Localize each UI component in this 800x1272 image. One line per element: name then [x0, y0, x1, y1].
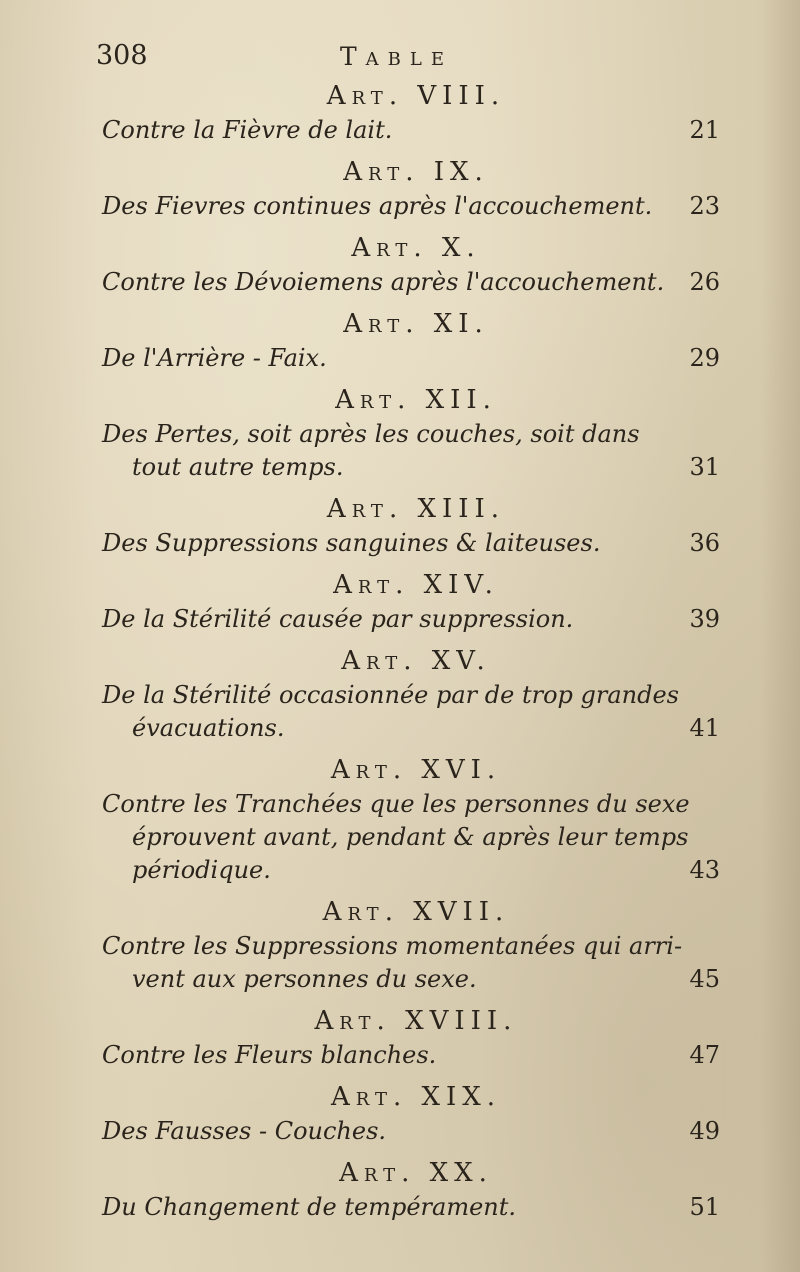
entry-spacer [102, 484, 720, 491]
table-of-contents [102, 78, 720, 1231]
article-heading: Art. XI. [343, 309, 489, 339]
entry-title-line: De la Stérilité occasionnée par de trop grandes [102, 681, 679, 709]
entry-page-number: 36 [689, 529, 720, 557]
entry-title-line: Contre les Suppressions momentanées qui arri- [102, 932, 683, 960]
entry-spacer [102, 147, 720, 154]
entry-title-line: Des Pertes, soit après les couches, soit dans [102, 420, 640, 448]
entry-title-line: éprouvent avant, pendant & après leur temps [132, 823, 689, 851]
toc-entry [102, 306, 720, 382]
entry-title [102, 190, 720, 223]
entry-title-line: tout autre temps. [132, 453, 344, 481]
entry-spacer [102, 560, 720, 567]
entry-title-line: Contre les Fleurs blanches. [102, 1041, 437, 1069]
entry-page-number: 45 [689, 965, 720, 993]
entry-page-number: 21 [689, 116, 720, 144]
article-heading: Art. XV. [341, 646, 491, 676]
article-heading: Art. XX. [339, 1158, 493, 1188]
entry-title-line: évacuations. [132, 714, 285, 742]
entry-title-line: Des Fievres continues après l'accouchement. [102, 192, 653, 220]
toc-entry [102, 1079, 720, 1155]
article-heading: Art. XVI. [330, 755, 502, 785]
entry-title [102, 114, 720, 147]
toc-entry [102, 1155, 720, 1231]
entry-title-line: Des Suppressions sanguines & laiteuses. [102, 529, 601, 557]
toc-entry [102, 491, 720, 567]
toc-entry [102, 78, 720, 154]
running-title: Table [340, 42, 453, 71]
entry-title-line: Du Changement de tempérament. [102, 1193, 517, 1221]
entry-title [102, 1039, 720, 1072]
entry-title-line: Contre la Fièvre de lait. [102, 116, 393, 144]
article-heading: Art. X. [351, 233, 481, 263]
entry-title [102, 788, 720, 887]
toc-entry [102, 894, 720, 1003]
entry-title [102, 527, 720, 560]
entry-title-line: De la Stérilité causée par suppression. [102, 605, 574, 633]
entry-spacer [102, 375, 720, 382]
toc-entry [102, 230, 720, 306]
article-heading: Art. XIV. [333, 570, 499, 600]
entry-page-number: 26 [689, 268, 720, 296]
entry-page-number: 31 [689, 453, 720, 481]
entry-page-number: 39 [689, 605, 720, 633]
toc-entry [102, 643, 720, 752]
entry-spacer [102, 1072, 720, 1079]
entry-spacer [102, 887, 720, 894]
entry-spacer [102, 223, 720, 230]
article-heading: Art. XII. [335, 385, 497, 415]
entry-title [102, 418, 720, 484]
entry-spacer [102, 1224, 720, 1231]
entry-title-line: Contre les Dévoiemens après l'accouchement. [102, 268, 665, 296]
toc-entry [102, 567, 720, 643]
page-number: 308 [96, 40, 148, 71]
article-heading: Art. XIX. [330, 1082, 502, 1112]
article-heading: Art. XVII. [322, 897, 510, 927]
article-heading: Art. XIII. [326, 494, 506, 524]
entry-title [102, 342, 720, 375]
entry-page-number: 29 [689, 344, 720, 372]
running-head [96, 40, 716, 80]
entry-page-number: 47 [689, 1041, 720, 1069]
entry-page-number: 23 [689, 192, 720, 220]
article-heading: Art. VIII. [326, 81, 506, 111]
entry-title-line: périodique. [132, 856, 271, 884]
entry-title-line: vent aux personnes du sexe. [132, 965, 477, 993]
toc-entry [102, 154, 720, 230]
toc-entry [102, 382, 720, 491]
entry-page-number: 51 [689, 1193, 720, 1221]
article-heading: Art. IX. [343, 157, 489, 187]
entry-spacer [102, 636, 720, 643]
entry-title [102, 1191, 720, 1224]
toc-entry [102, 752, 720, 894]
toc-entry [102, 1003, 720, 1079]
entry-title-line: De l'Arrière - Faix. [102, 344, 327, 372]
entry-page-number: 49 [689, 1117, 720, 1145]
entry-title [102, 1115, 720, 1148]
entry-page-number: 43 [689, 856, 720, 884]
entry-spacer [102, 745, 720, 752]
entry-title-line: Contre les Tranchées que les personnes du sexe [102, 790, 690, 818]
article-heading: Art. XVIII. [314, 1006, 518, 1036]
entry-page-number: 41 [689, 714, 720, 742]
entry-spacer [102, 1148, 720, 1155]
entry-title [102, 679, 720, 745]
page-edge-shadow [760, 0, 800, 1272]
entry-title-line: Des Fausses - Couches. [102, 1117, 387, 1145]
entry-title [102, 930, 720, 996]
entry-spacer [102, 299, 720, 306]
entry-title [102, 266, 720, 299]
entry-title [102, 603, 720, 636]
entry-spacer [102, 996, 720, 1003]
